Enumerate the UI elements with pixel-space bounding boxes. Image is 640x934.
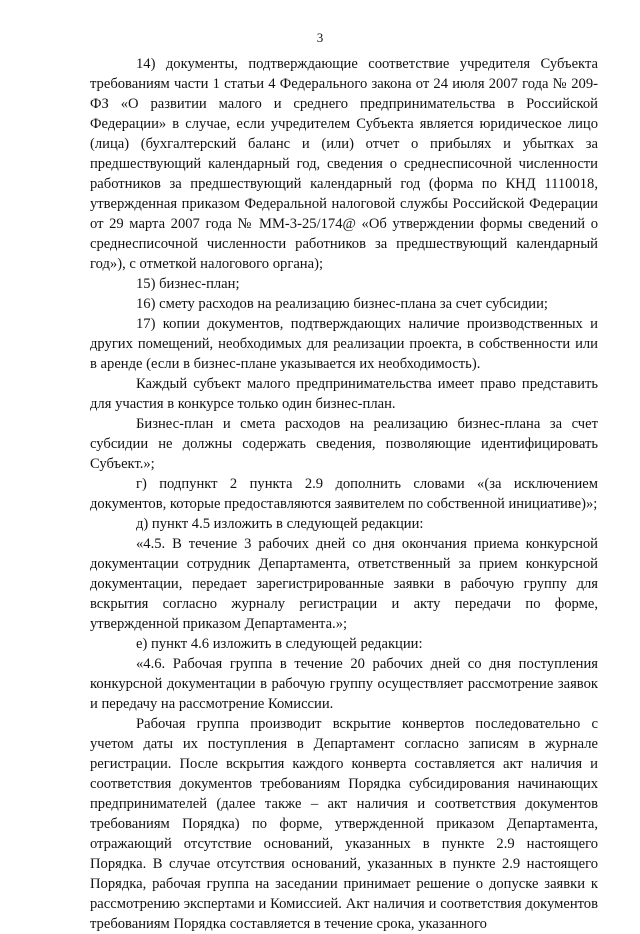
paragraph-one-business-plan: Каждый субъект малого предпринимательства имеет право представить для участия в конкурсе только один бизнес-план. — [90, 376, 598, 412]
paragraph-clause-4-6: «4.6. Рабочая группа в течение 20 рабочих дней со дня поступления конкурсной документации в рабочую группу осуществляет рассмотрение заявок и передачу на рассмотрение Комиссии. — [90, 656, 598, 712]
page-number: 3 — [316, 30, 324, 45]
paragraph-item-16: 16) смету расходов на реализацию бизнес-плана за счет субсидии; — [136, 296, 548, 312]
paragraph-item-14: 14) документы, подтверждающие соответствие учредителя Субъекта требованиям части 1 статьи 4 Федерального закона от 24 июля 2007 года № 209-ФЗ «О развитии малого и среднего предпринимательства в Российской Федерации» в случае, если учредителем Субъекта является юридическое лицо (лица) (бухгалтерский баланс и (или) отчет о прибылях и убытках за предшествующий календарный год, сведения о среднесписочной численности работников за предшествующий календарный год (форма по КНД 1110018, утвержденная приказом Федеральной налоговой службы Российской Федерации от 29 марта 2007 года № ММ-3-25/174@ «Об утверждении формы сведений о среднесписочной численности работников за предшествующий календарный год»), с отметкой налогового органа); — [90, 56, 598, 272]
paragraph-amendment-d: д) пункт 4.5 изложить в следующей редакции: — [136, 516, 424, 532]
paragraph-clause-4-5: «4.5. В течение 3 рабочих дней со дня окончания приема конкурсной документации сотрудник Департамента, ответственный за прием конкурсной документации, передает зарегистрированные заявки в рабочую группу для вскрытия согласно журналу регистрации и акту передачи по форме, утвержденной приказом Департамента.»; — [90, 536, 598, 632]
paragraph-envelope-opening: Рабочая группа производит вскрытие конвертов последовательно с учетом даты их поступления в Департамент согласно записям в журнале регистрации. После вскрытия каждого конверта составляется акт наличия и соответствия документов требованиям Порядка субсидирования начинающих предпринимателей (далее также – акт наличия и соответствия документов требованиям Порядка) по форме, утвержденной приказом Департамента, отражающий отсутствие оснований, указанных в пункте 2.9 настоящего Порядка. В случае отсутствия оснований, указанных в пункте 2.9 настоящего Порядка, рабочая группа на заседании принимает решение о допуске заявки к рассмотрению экспертами и Комиссией. Акт наличия и соответствия документов требованиям Порядка составляется в течение срока, указанного — [90, 716, 598, 932]
paragraph-amendment-g: г) подпункт 2 пункта 2.9 дополнить словами «(за исключением документов, которые предоставляются заявителем по собственной инициативе)»; — [90, 476, 598, 512]
paragraph-item-15: 15) бизнес-план; — [136, 276, 240, 292]
paragraph-business-plan-anonymity: Бизнес-план и смета расходов на реализацию бизнес-плана за счет субсидии не должны содержать сведения, позволяющие идентифицировать Субъект.»; — [90, 416, 598, 472]
paragraph-item-17: 17) копии документов, подтверждающих наличие производственных и других помещений, необходимых для реализации проекта, в собственности или в аренде (если в бизнес-плане указывается их необходимость). — [90, 316, 598, 372]
document-body — [90, 54, 598, 934]
paragraph-amendment-e: е) пункт 4.6 изложить в следующей редакции: — [136, 636, 423, 652]
